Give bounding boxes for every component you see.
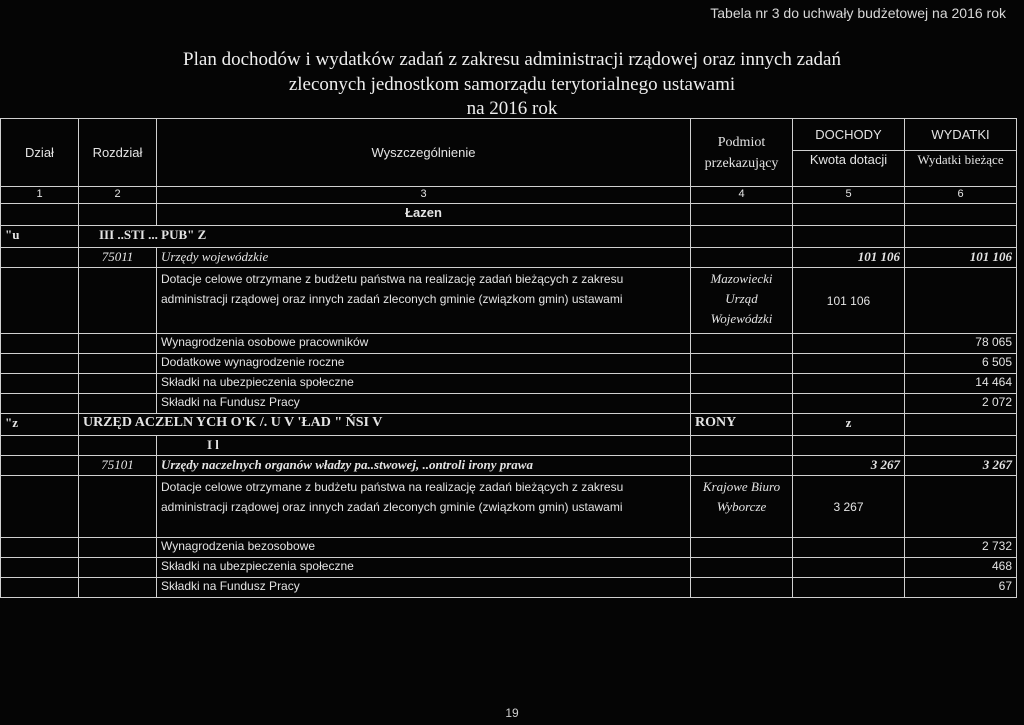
col-number: 1 bbox=[1, 187, 79, 204]
header-row bbox=[1, 119, 1017, 151]
section1-fragment-row bbox=[1, 204, 1017, 226]
item-label: Składki na ubezpieczenia społeczne bbox=[157, 374, 691, 394]
col-number: 4 bbox=[691, 187, 793, 204]
col-number: 2 bbox=[79, 187, 157, 204]
item-label: Składki na Fundusz Pracy bbox=[157, 578, 691, 598]
col-header-kwota: Kwota dotacji bbox=[793, 151, 905, 187]
dotacja-text: Dotacje celowe otrzymane z budżetu państwa na realizację zadań bieżących z zakresu administracji rządowej oraz innych zadań zleconych gminie (związkom gmin) ustawami bbox=[157, 268, 691, 334]
section2-dotacja-row bbox=[1, 476, 1017, 538]
item-value: 14 464 bbox=[905, 374, 1017, 394]
section2-dochody-fragment: z bbox=[793, 414, 905, 436]
section2-dzial-tail: RONY bbox=[691, 414, 793, 436]
table-annotation: Tabela nr 3 do uchwały budżetowej na 2016 rok bbox=[710, 5, 1006, 21]
dotacja-kwota: 3 267 bbox=[793, 476, 905, 538]
section1-dotacja-row bbox=[1, 268, 1017, 334]
doc-title-line3: na 2016 rok bbox=[466, 98, 558, 119]
table-row bbox=[1, 334, 1017, 354]
item-value: 468 bbox=[905, 558, 1017, 578]
table-row bbox=[1, 354, 1017, 374]
rozdzial-name: Urzędy wojewódzkie bbox=[157, 248, 691, 268]
rozdzial-name: Urzędy naczelnych organów władzy pa..stwowej, ..ontroli irony prawa bbox=[157, 456, 691, 476]
col-number: 6 bbox=[905, 187, 1017, 204]
item-label: Składki na Fundusz Pracy bbox=[157, 394, 691, 414]
doc-title-line2: zleconych jednostkom samorządu terytorialnego ustawami bbox=[288, 74, 736, 95]
column-number-row bbox=[1, 187, 1017, 204]
item-value: 6 505 bbox=[905, 354, 1017, 374]
item-label: Wynagrodzenia osobowe pracowników bbox=[157, 334, 691, 354]
rozdzial-code: 75101 bbox=[79, 456, 157, 476]
table-row bbox=[1, 374, 1017, 394]
section1-dzial-row bbox=[1, 226, 1017, 248]
rozdzial-dochody: 3 267 bbox=[793, 456, 905, 476]
rozdzial-wydatki: 101 106 bbox=[905, 248, 1017, 268]
table-row bbox=[1, 558, 1017, 578]
item-value: 78 065 bbox=[905, 334, 1017, 354]
section1-heading-fragment: Łazen bbox=[157, 204, 691, 226]
col-header-podmiot: Podmiot przekazujący bbox=[691, 119, 793, 187]
col-header-dzial: Dział bbox=[1, 119, 79, 187]
section2-sub-fragment: I l bbox=[157, 436, 691, 456]
rozdzial-dochody: 101 106 bbox=[793, 248, 905, 268]
section1-dzial-name: III ..STI ... PUB" Z bbox=[79, 226, 691, 248]
table-row bbox=[1, 538, 1017, 558]
col-header-wyszczegolnienie: Wyszczególnienie bbox=[157, 119, 691, 187]
table-row bbox=[1, 394, 1017, 414]
page-number: 19 bbox=[505, 706, 519, 720]
item-value: 2 732 bbox=[905, 538, 1017, 558]
budget-table bbox=[0, 118, 1017, 598]
item-value: 2 072 bbox=[905, 394, 1017, 414]
dotacja-podmiot: Mazowiecki Urząd Wojewódzki bbox=[691, 268, 793, 334]
section2-dzial-name: URZĘD ACZELN YCH O'K /. U V 'ŁAD " ŃSI V bbox=[79, 414, 691, 436]
col-header-wydatki-biezace: Wydatki bieżące bbox=[905, 151, 1017, 187]
col-number: 5 bbox=[793, 187, 905, 204]
rozdzial-wydatki: 3 267 bbox=[905, 456, 1017, 476]
item-label: Dodatkowe wynagrodzenie roczne bbox=[157, 354, 691, 374]
dotacja-podmiot: Krajowe Biuro Wyborcze bbox=[691, 476, 793, 538]
col-header-dochody: DOCHODY bbox=[793, 119, 905, 151]
section1-rozdzial-row bbox=[1, 248, 1017, 268]
section2-dzial-fragment: "z bbox=[1, 414, 79, 436]
col-number: 3 bbox=[157, 187, 691, 204]
section1-dzial-fragment: "u bbox=[1, 226, 79, 248]
col-header-rozdzial: Rozdział bbox=[79, 119, 157, 187]
item-label: Wynagrodzenia bezosobowe bbox=[157, 538, 691, 558]
item-label: Składki na ubezpieczenia społeczne bbox=[157, 558, 691, 578]
section2-rozdzial-row bbox=[1, 456, 1017, 476]
item-value: 67 bbox=[905, 578, 1017, 598]
table-row bbox=[1, 578, 1017, 598]
doc-title-line1: Plan dochodów i wydatków zadań z zakresu administracji rządowej oraz innych zadań bbox=[183, 49, 841, 70]
dotacja-kwota: 101 106 bbox=[793, 268, 905, 334]
section2-sub-row bbox=[1, 436, 1017, 456]
section2-dzial-row bbox=[1, 414, 1017, 436]
dotacja-text: Dotacje celowe otrzymane z budżetu państwa na realizację zadań bieżących z zakresu administracji rządowej oraz innych zadań zleconych gminie (związkom gmin) ustawami bbox=[157, 476, 691, 538]
rozdzial-code: 75011 bbox=[79, 248, 157, 268]
col-header-wydatki: WYDATKI bbox=[905, 119, 1017, 151]
